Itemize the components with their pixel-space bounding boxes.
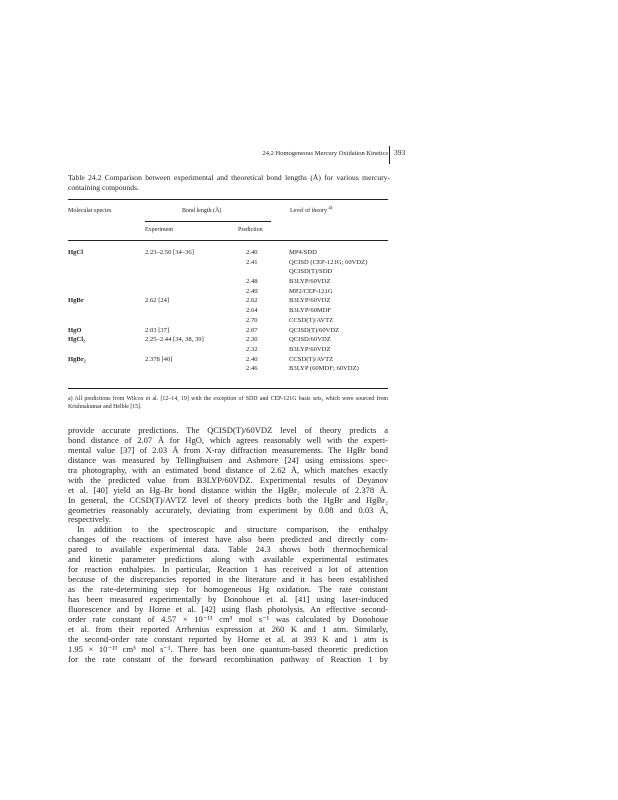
body-line: distance was measured by Tellinghuisen and Ashmore [24] using emissions spec- bbox=[68, 455, 388, 465]
body-line: for the rate constant of the forward recombination pathway of Reaction 1 by bbox=[68, 654, 388, 664]
table-header-rule bbox=[68, 240, 388, 241]
prediction-cell: 2.70 bbox=[246, 316, 258, 324]
body-line: because of the discrepancies reported in the literature and it has been established bbox=[68, 575, 388, 585]
prediction-cell: 2.49 bbox=[246, 287, 258, 295]
body-line: as the rate-determining step for homogeneous Hg oxidation. The rate constant bbox=[68, 585, 388, 594]
prediction-column bbox=[246, 248, 258, 374]
level-cell: CCSD(T)/AVTZ bbox=[289, 316, 334, 324]
experiment-cell bbox=[145, 267, 204, 277]
experiment-cell: 2.378 [40] bbox=[145, 355, 173, 363]
species-cell bbox=[68, 258, 86, 268]
species-cell: HgCl₂ bbox=[68, 336, 85, 344]
body-line: et al. from their reported Arrhenius expression at 260 K and 1 atm. Similarly, bbox=[68, 624, 388, 634]
prediction-cell: 2.40 bbox=[246, 249, 258, 256]
prediction-cell: 2.62 bbox=[246, 297, 258, 305]
prediction-cell: 2.41 bbox=[246, 258, 258, 266]
prediction-cell: 2.48 bbox=[246, 278, 258, 286]
species-cell bbox=[68, 345, 86, 355]
level-cell: QCISD (CEP-121G; 60VDZ) bbox=[289, 258, 368, 266]
species-cell: HgCl bbox=[68, 249, 84, 256]
level-cell: QCISD(T)/60VDZ bbox=[289, 326, 340, 334]
level-cell: B3LYP (60MDF; 60VDZ) bbox=[289, 365, 359, 373]
level-cell: QCISD/60VDZ bbox=[289, 336, 331, 344]
experiment-column bbox=[145, 248, 204, 374]
header-bond-length: Bond length (Å) bbox=[182, 208, 222, 214]
species-cell bbox=[68, 306, 86, 316]
body-line: changes of the reactions of interest have also been predicted and directly com- bbox=[68, 535, 388, 545]
level-cell: MP4/SDD bbox=[289, 249, 317, 256]
species-cell: HgBr bbox=[68, 297, 84, 305]
experiment-cell bbox=[145, 364, 204, 374]
prediction-cell: 2.64 bbox=[246, 307, 258, 315]
body-line: has been measured experimentally by Donohoue et al. [41] using laser-induced bbox=[68, 594, 388, 604]
body-line: the second-order rate constant reported by Horne et al. at 393 K and 1 atm is bbox=[68, 634, 388, 644]
experiment-cell bbox=[145, 287, 204, 297]
prediction-cell: 2.32 bbox=[246, 345, 258, 353]
header-level-note: a) bbox=[328, 206, 333, 211]
species-column bbox=[68, 248, 86, 374]
experiment-cell: 2.23–2.50 [34–36] bbox=[145, 249, 194, 256]
species-cell: HgBr₂ bbox=[68, 355, 86, 363]
body-line: and kinetic parameter predictions along with available experimental estimates bbox=[68, 555, 388, 565]
species-cell bbox=[68, 267, 86, 277]
species-cell bbox=[68, 287, 86, 297]
body-line: fluorescence and by Horne et al. [42] using flash photolysis. An effective second- bbox=[68, 604, 388, 614]
level-cell: B3LYP/60VDZ bbox=[289, 297, 331, 305]
body-line: In general, the CCSD(T)/AVTZ level of theory predicts both the HgBr and HgBr₂ bbox=[68, 495, 388, 505]
level-cell: QCISD(T)/SDD bbox=[289, 268, 333, 276]
body-text bbox=[68, 426, 388, 665]
body-line: 1.95 × 10⁻¹³ cm³ mol s⁻¹. There has been one quantum-based theoretic prediction bbox=[68, 644, 388, 654]
table-footnote: a) All predictions from Wilcox et al. [12–14, 19] with the exception of SDD and CEP-121G basis sets, which were sourced from Krishnakumar and Helble [15]. bbox=[68, 396, 388, 410]
experiment-cell: 2.03 [37] bbox=[145, 326, 170, 334]
prediction-cell: 2.30 bbox=[246, 336, 258, 344]
level-cell: B3LYP/60VDZ bbox=[289, 345, 331, 353]
table-subheader-rule bbox=[145, 221, 271, 222]
experiment-cell: 2.25–2.44 [34, 38, 39] bbox=[145, 336, 204, 344]
header-divider bbox=[389, 146, 390, 164]
header-level-of-theory bbox=[290, 206, 332, 214]
header-species: Molecular species bbox=[68, 208, 112, 214]
body-line: et al. [40] yield an Hg–Br bond distance within the HgBr₂ molecule of 2.378 Å. bbox=[68, 485, 388, 495]
body-line: In addition to the spectroscopic and structure comparison, the enthalpy bbox=[77, 525, 388, 535]
experiment-cell bbox=[145, 306, 204, 316]
body-line: for reaction enthalpies. In particular, Reaction 1 has received a lot of attention bbox=[68, 565, 388, 575]
body-line: respectively. bbox=[68, 515, 111, 525]
table-top-rule bbox=[68, 199, 388, 200]
experiment-cell bbox=[145, 345, 204, 355]
body-line: provide accurate predictions. The QCISD(T)/60VDZ level of theory predicts a bbox=[68, 426, 388, 435]
experiment-cell bbox=[145, 277, 204, 287]
body-line: tra photography, with an estimated bond distance of 2.62 Å, which matches exactly bbox=[68, 465, 388, 475]
running-title: 24.2 Homogeneous Mercury Oxidation Kinetics bbox=[262, 150, 388, 157]
species-cell bbox=[68, 277, 86, 287]
table-bottom-rule bbox=[68, 388, 388, 389]
level-column bbox=[289, 248, 367, 374]
body-line: pared to available experimental data. Table 24.3 shows both thermochemical bbox=[68, 545, 388, 555]
running-header bbox=[68, 148, 406, 157]
level-cell: B3LYP/60VDZ bbox=[289, 278, 331, 286]
body-line: mental value [37] of 2.03 Å from X-ray diffraction measurements. The HgBr bond bbox=[68, 445, 388, 455]
header-experiment: Experiment bbox=[145, 227, 173, 233]
page-number: 393 bbox=[394, 148, 406, 157]
species-cell: HgO bbox=[68, 326, 82, 334]
body-line: bond distance of 2.07 Å for HgO, which agrees reasonably well with the experi- bbox=[68, 435, 388, 445]
table-caption: Table 24.2 Comparison between experimental and theoretical bond lengths (Å) for various mercury-containing compounds. bbox=[68, 173, 390, 192]
species-cell bbox=[68, 316, 86, 326]
header-level-label: Level of theory bbox=[290, 208, 327, 214]
body-line: with the predicted value from B3LYP/60VDZ. Experimental results of Deyanov bbox=[68, 475, 388, 485]
experiment-cell bbox=[145, 316, 204, 326]
prediction-cell bbox=[246, 267, 258, 277]
header-prediction: Prediction bbox=[238, 227, 263, 233]
level-cell: CCSD(T)/AVTZ bbox=[289, 355, 334, 363]
prediction-cell: 2.40 bbox=[246, 355, 258, 363]
body-line: order rate constant of 4.57 × 10⁻¹³ cm³ mol s⁻¹ was calculated by Donohoue bbox=[68, 614, 388, 624]
body-line: geometries reasonably accurately, deviating from experiment by 0.08 and 0.03 Å, bbox=[68, 505, 388, 515]
level-cell: B3LYP/60MDF bbox=[289, 307, 332, 315]
experiment-cell: 2.62 [24] bbox=[145, 297, 170, 305]
level-cell: MP2/CEP-121G bbox=[289, 287, 333, 295]
species-cell bbox=[68, 364, 86, 374]
prediction-cell: 2.07 bbox=[246, 326, 258, 334]
prediction-cell: 2.46 bbox=[246, 365, 258, 373]
experiment-cell bbox=[145, 258, 204, 268]
